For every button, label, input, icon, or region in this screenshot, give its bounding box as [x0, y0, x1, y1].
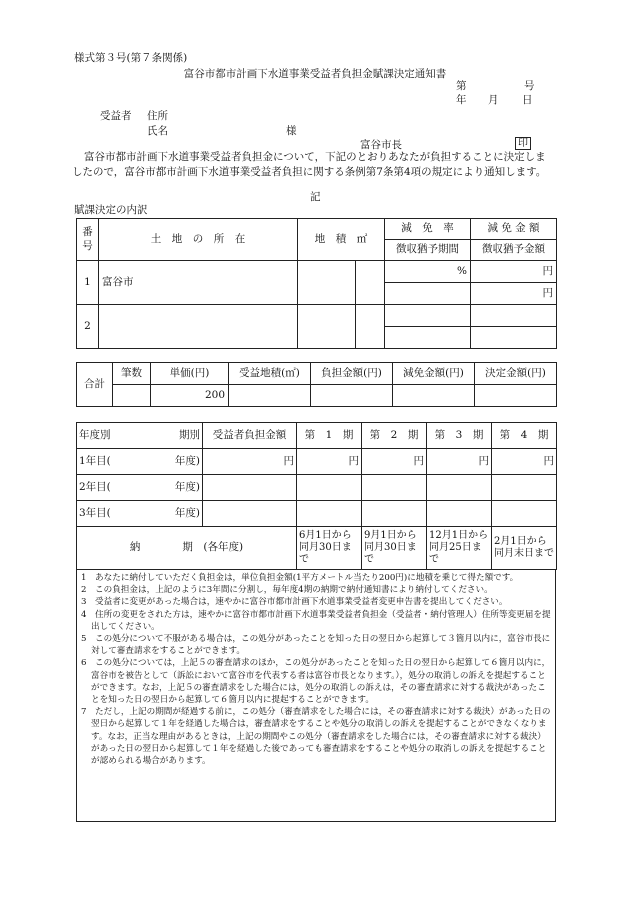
deadline-period-4: 2月1日から同月末日まで — [492, 527, 557, 570]
total-header-unit-price: 単価(円) — [151, 363, 229, 385]
date-day: 日 — [522, 94, 533, 106]
schedule-header-year-label: 年度別 — [79, 428, 111, 441]
total-area — [229, 385, 311, 407]
honorific: 様 — [286, 125, 297, 137]
deadline-period-2: 9月1日から同月30日まで — [362, 527, 427, 570]
year-2-prefix: 2年目( — [79, 480, 111, 493]
row-1-area-dec — [356, 261, 385, 305]
total-header-charge: 負担金額(円) — [311, 363, 393, 385]
number-label: 第 — [456, 80, 467, 92]
year-1-label — [77, 449, 203, 475]
header-area: 地 積 ㎡ — [298, 219, 385, 261]
row-1-deferral-amount: 円 — [471, 283, 557, 305]
year-3-period-3 — [427, 501, 492, 527]
year-2-period-2 — [362, 475, 427, 501]
breakdown-title: 賦課決定の内訳 — [74, 204, 148, 216]
date-month: 月 — [488, 94, 499, 106]
header-reduction-rate: 減 免 率 — [385, 219, 471, 240]
header-reduction-amount: 減 免 金 額 — [471, 219, 557, 240]
year-1-prefix: 1年目( — [79, 454, 111, 467]
form-number: 様式第３号(第７条関係) — [74, 52, 188, 64]
deadline-label: 納 期 (各年度) — [77, 527, 297, 570]
year-1-period-3: 円 — [427, 449, 492, 475]
deadline-period-1: 6月1日から同月30日まで — [297, 527, 362, 570]
header-location: 土 地 の 所 在 — [99, 219, 298, 261]
year-2-period-4 — [492, 475, 557, 501]
issuer-name: 富谷市長 — [360, 139, 402, 151]
note-4: 4 住所の変更をされた方は，速やかに富谷市都市計画下水道事業受益者負担金（受益者・納付管理人）住所等変更届を提出してください。 — [81, 609, 551, 632]
header-no: 番号 — [77, 219, 99, 261]
note-7: 7 ただし，上記の期間が経過する前に，この処分（審査請求をした場合には，その審査請求に対する裁決）があった日の翌日から起算して１年を経過した場合は，審査請求をすることや処分の取消しの訴えを提起することができなくなります。なお，正当な理由があるときは，上記の期間やこの処分（審査請求をした場合には，その審査請求に対する裁決）があった日の翌日から起算して１年を経過した後であっても審査請求をすることや処分の取消しの訴えを提起することが認められる場合があります。 — [81, 707, 551, 767]
row-2-deferral-amount — [471, 327, 557, 349]
total-decided — [475, 385, 557, 407]
year-2-label — [77, 475, 203, 501]
seal-label: 印 — [515, 137, 531, 150]
recipient-label: 受益者 — [100, 110, 132, 122]
total-table — [76, 362, 557, 407]
land-table — [76, 218, 557, 349]
note-5: 5 この処分について不服がある場合は，この処分があったことを知った日の翌日から起算して３箇月以内に，富谷市長に対して審査請求をすることができます。 — [81, 634, 551, 657]
year-2-period-1 — [297, 475, 362, 501]
year-1-total: 円 — [203, 449, 297, 475]
schedule-header-period-label: 期別 — [179, 428, 200, 441]
year-1-suffix: 年度) — [174, 454, 200, 467]
total-label: 合計 — [77, 363, 113, 407]
row-1-area-int — [298, 261, 356, 305]
row-2-no: 2 — [77, 305, 99, 349]
row-1-amount: 円 — [471, 261, 557, 283]
year-3-total — [203, 501, 297, 527]
row-2-area-int — [298, 305, 356, 349]
row-2-amount — [471, 305, 557, 327]
body-text: 富谷市都市計画下水道事業受益者負担金について，下記のとおりあなたが負担することに決定しましたので，富谷市都市計画下水道事業受益者負担に関する条例第7条第4項の規定により通知します。 — [72, 151, 547, 178]
year-1-period-2: 円 — [362, 449, 427, 475]
number-suffix: 号 — [524, 80, 535, 92]
row-1-no: 1 — [77, 261, 99, 305]
row-1-deferral-period — [385, 283, 471, 305]
row-2-rate — [385, 305, 471, 327]
total-header-parcels: 筆数 — [113, 363, 151, 385]
schedule-header-period-1: 第 1 期 — [297, 423, 362, 449]
year-2-period-3 — [427, 475, 492, 501]
year-3-period-1 — [297, 501, 362, 527]
row-2-location — [99, 305, 298, 349]
name-label: 氏名 — [147, 125, 168, 137]
total-charge — [311, 385, 393, 407]
note-3: 3 受益者に変更があった場合は，速やかに富谷市都市計画下水道事業受益者変更申告書を提出してください。 — [81, 597, 508, 608]
total-unit-price: 200 — [151, 385, 229, 407]
note-1: 1 あなたに納付していただく負担金は，単位負担金額(1平方メートル当たり200円)に地積を乗じて得た額です。 — [81, 573, 519, 583]
year-3-label — [77, 501, 203, 527]
year-2-suffix: 年度) — [174, 480, 200, 493]
seal-mark — [515, 137, 531, 151]
row-2-deferral-period — [385, 327, 471, 349]
year-3-period-4 — [492, 501, 557, 527]
total-header-reduction: 減免金額(円) — [393, 363, 475, 385]
year-1-period-4: 円 — [492, 449, 557, 475]
schedule-header-year — [77, 423, 203, 449]
schedule-header-period-4: 第 4 期 — [492, 423, 557, 449]
date-year: 年 — [456, 94, 467, 106]
schedule-table — [76, 422, 557, 570]
total-header-area: 受益地積(㎡) — [229, 363, 311, 385]
note-6: 6 この処分については，上記５の審査請求のほか，この処分があったことを知った日の翌日から起算して６箇月以内に，富谷市を被告として（訴訟において富谷市を代表する者は富谷市長となります。），処分の取消しの訴えを提起することができます。なお，上記５の審査請求をした場合には，処分の取消しの訴えは，その審査請求に対する裁決があったことを知った日の翌日から起算して６箇月以内に提起することができます。 — [81, 658, 551, 706]
header-deferral-amount: 徴収猶予金額 — [471, 240, 557, 261]
address-label: 住所 — [147, 110, 168, 122]
schedule-header-period-2: 第 2 期 — [362, 423, 427, 449]
year-1-period-1: 円 — [297, 449, 362, 475]
row-2-area-dec — [356, 305, 385, 349]
row-1-rate: % — [385, 261, 471, 283]
year-3-period-2 — [362, 501, 427, 527]
header-deferral-period: 徴収猶予期間 — [385, 240, 471, 261]
year-2-total — [203, 475, 297, 501]
total-reduction — [393, 385, 475, 407]
schedule-header-period-3: 第 3 期 — [427, 423, 492, 449]
ki-label: 記 — [310, 191, 321, 203]
document-title: 富谷市都市計画下水道事業受益者負担金賦課決定通知書 — [183, 68, 447, 80]
notes-box — [76, 569, 556, 822]
note-2: 2 この負担金は，上記のように3年間に分割し，毎年度4期の納期で納付通知書により納付してください。 — [81, 585, 493, 596]
total-header-decided: 決定金額(円) — [475, 363, 557, 385]
total-parcels — [113, 385, 151, 407]
schedule-header-total: 受益者負担金額 — [203, 423, 297, 449]
year-3-prefix: 3年目( — [79, 506, 111, 519]
row-1-location: 富谷市 — [99, 261, 298, 305]
deadline-period-3: 12月1日から同月25日まで — [427, 527, 492, 570]
year-3-suffix: 年度) — [174, 506, 200, 519]
